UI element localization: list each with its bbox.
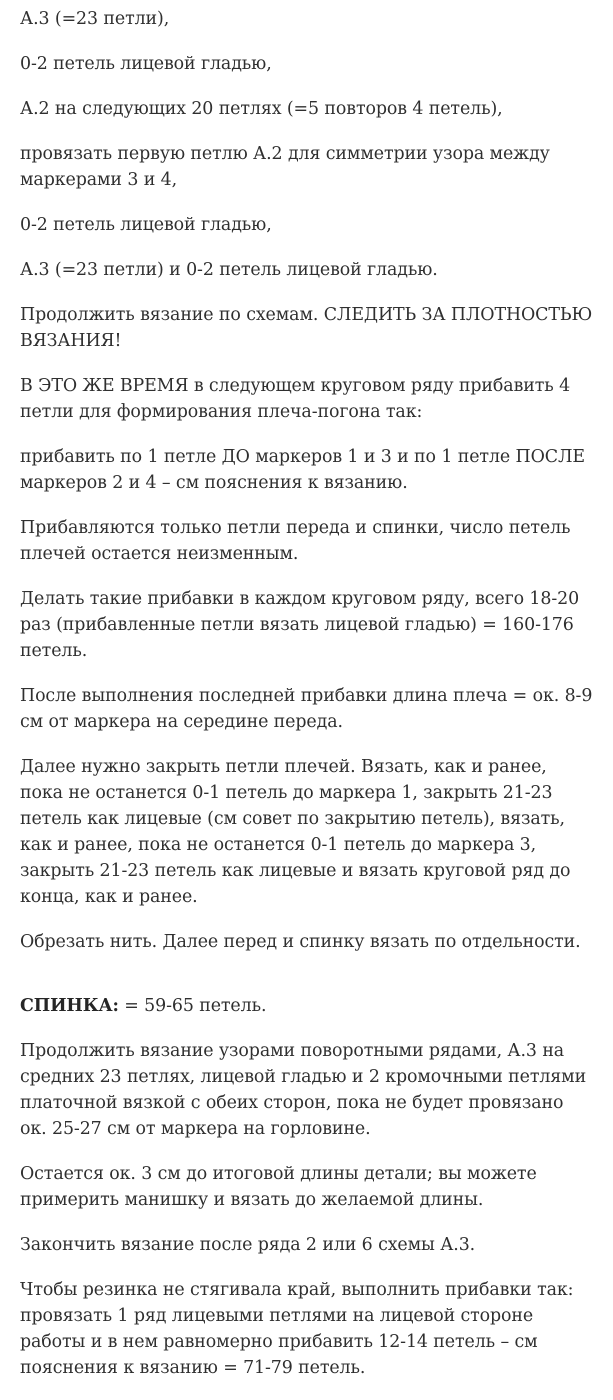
paragraph: Продолжить вязание по схемам. СЛЕДИТЬ ЗА ПЛОТНОСТЬЮ ВЯЗАНИЯ! bbox=[20, 305, 593, 351]
section-heading-back bbox=[20, 993, 595, 1019]
paragraph: В ЭТО ЖЕ ВРЕМЯ в следующем круговом ряду прибавить 4 петли для формирования плеча-погона так: bbox=[20, 376, 571, 422]
paragraph: После выполнения последней прибавки длина плеча = ок. 8-9 см от маркера на середине переда. bbox=[20, 686, 593, 732]
document-body bbox=[20, 0, 595, 1400]
paragraph: А.3 (=23 петли), bbox=[20, 9, 170, 29]
paragraph: Обрезать нить. Далее перед и спинку вязать по отдельности. bbox=[20, 932, 581, 952]
paragraph: Далее нужно закрыть петли плечей. Вязать, как и ранее, пока не останется 0-1 петель до маркера 1, закрыть 21-23 петель как лицевые (см совет по закрытию петель), вязать, как и ранее, пока не останется 0-1 петель до маркера 3, закрыть 21-23 петель как лицевые и вязать круговой ряд до конца, как и ранее. bbox=[20, 757, 571, 907]
paragraph: Закончить вязание после ряда 2 или 6 схемы А.3. bbox=[20, 1235, 476, 1255]
section-heading-value: = 59-65 петель. bbox=[118, 996, 267, 1016]
paragraph: Продолжить вязание узорами поворотными рядами, А.3 на средних 23 петлях, лицевой гладью и 2 кромочными петлями платочной вязкой с обеих сторон, пока не будет провязано ок. 25-27 см от маркера на горловине. bbox=[20, 1041, 587, 1139]
paragraph: Прибавляются только петли переда и спинки, число петель плечей остается неизменным. bbox=[20, 518, 571, 564]
paragraph: прибавить по 1 петле ДО маркеров 1 и 3 и по 1 петле ПОСЛЕ маркеров 2 и 4 – см пояснения к вязанию. bbox=[20, 447, 585, 493]
section-heading-label: СПИНКА: bbox=[20, 996, 119, 1016]
paragraph: Делать такие прибавки в каждом круговом ряду, всего 18-20 раз (прибавленные петли вязать лицевой гладью) = 160-176 петель. bbox=[20, 589, 580, 661]
paragraph: Остается ок. 3 см до итоговой длины детали; вы можете примерить манишку и вязать до желаемой длины. bbox=[20, 1164, 537, 1210]
paragraph: Чтобы резинка не стягивала край, выполнить прибавки так: провязать 1 ряд лицевыми петлями на лицевой стороне работы и в нем равномерно прибавить 12-14 петель – см пояснения к вязанию = 71-79 петель. bbox=[20, 1280, 574, 1378]
paragraph: 0-2 петель лицевой гладью, bbox=[20, 54, 272, 74]
paragraph: А.3 (=23 петли) и 0-2 петель лицевой гладью. bbox=[20, 260, 438, 280]
paragraph: 0-2 петель лицевой гладью, bbox=[20, 215, 272, 235]
paragraph: А.2 на следующих 20 петлях (=5 повторов 4 петель), bbox=[20, 99, 503, 119]
paragraph: провязать первую петлю А.2 для симметрии узора между маркерами 3 и 4, bbox=[20, 144, 550, 190]
